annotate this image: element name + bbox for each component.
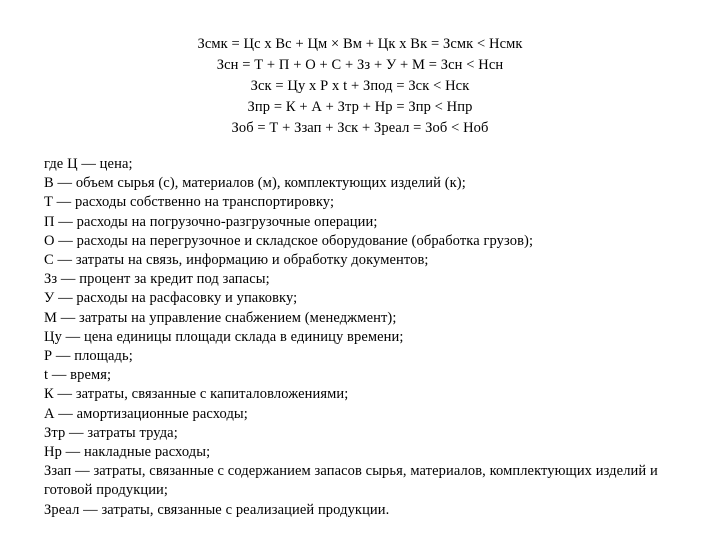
formula-sk: Зск = Цу х Р х t + Зпод = Зск < Нск (250, 78, 470, 94)
definition-item: А — амортизационные расходы; (44, 405, 248, 422)
definition-item: В — объем сырья (с), материалов (м), комплектующих изделий (к); (44, 175, 466, 192)
definition-item: У — расходы на расфасовку и упаковку; (44, 290, 298, 307)
formula-sn: Зсн = Т + П + О + С + Зз + У + М = Зсн < Нсн (216, 57, 504, 73)
formula-block (0, 34, 720, 139)
definition-item: О — расходы на перегрузочное и складское оборудование (обработка грузов); (44, 232, 534, 249)
definitions-list (44, 155, 664, 520)
formula-ob: Зоб = Т + Ззап + Зск + Зреал = Зоб < Ноб (231, 120, 489, 136)
definition-item: Цу — цена единицы площади склада в единицу времени; (44, 328, 404, 345)
definition-item: где Ц — цена; (44, 156, 133, 172)
definition-item: М — затраты на управление снабжением (менеджмент); (44, 309, 397, 326)
definition-item: Зтр — затраты труда; (44, 424, 178, 441)
definition-item: К — затраты, связанные с капиталовложениями; (44, 386, 349, 403)
definition-item: Зреал — затраты, связанные с реализацией продукции. (44, 501, 390, 518)
definition-item: t — время; (44, 367, 112, 384)
definition-item: Ззап — затраты, связанные с содержанием запасов сырья, материалов, комплектующих изделий и готовой продукции; (44, 463, 658, 499)
formula-smk: Зсмк = Цс х Вс + Цм × Вм + Цк х Вк = Зсмк < Нсмк (197, 36, 523, 52)
definition-item: Т — расходы собственно на транспортировку; (44, 194, 335, 211)
definition-item: Р — площадь; (44, 348, 133, 365)
definition-item: Зз — процент за кредит под запасы; (44, 271, 270, 288)
formula-pr: Зпр = К + А + Зтр + Нр = Зпр < Нпр (247, 99, 473, 115)
definition-item: П — расходы на погрузочно-разгрузочные операции; (44, 213, 378, 230)
definition-item: С — затраты на связь, информацию и обработку документов; (44, 252, 429, 269)
definition-item: Нр — накладные расходы; (44, 444, 211, 461)
